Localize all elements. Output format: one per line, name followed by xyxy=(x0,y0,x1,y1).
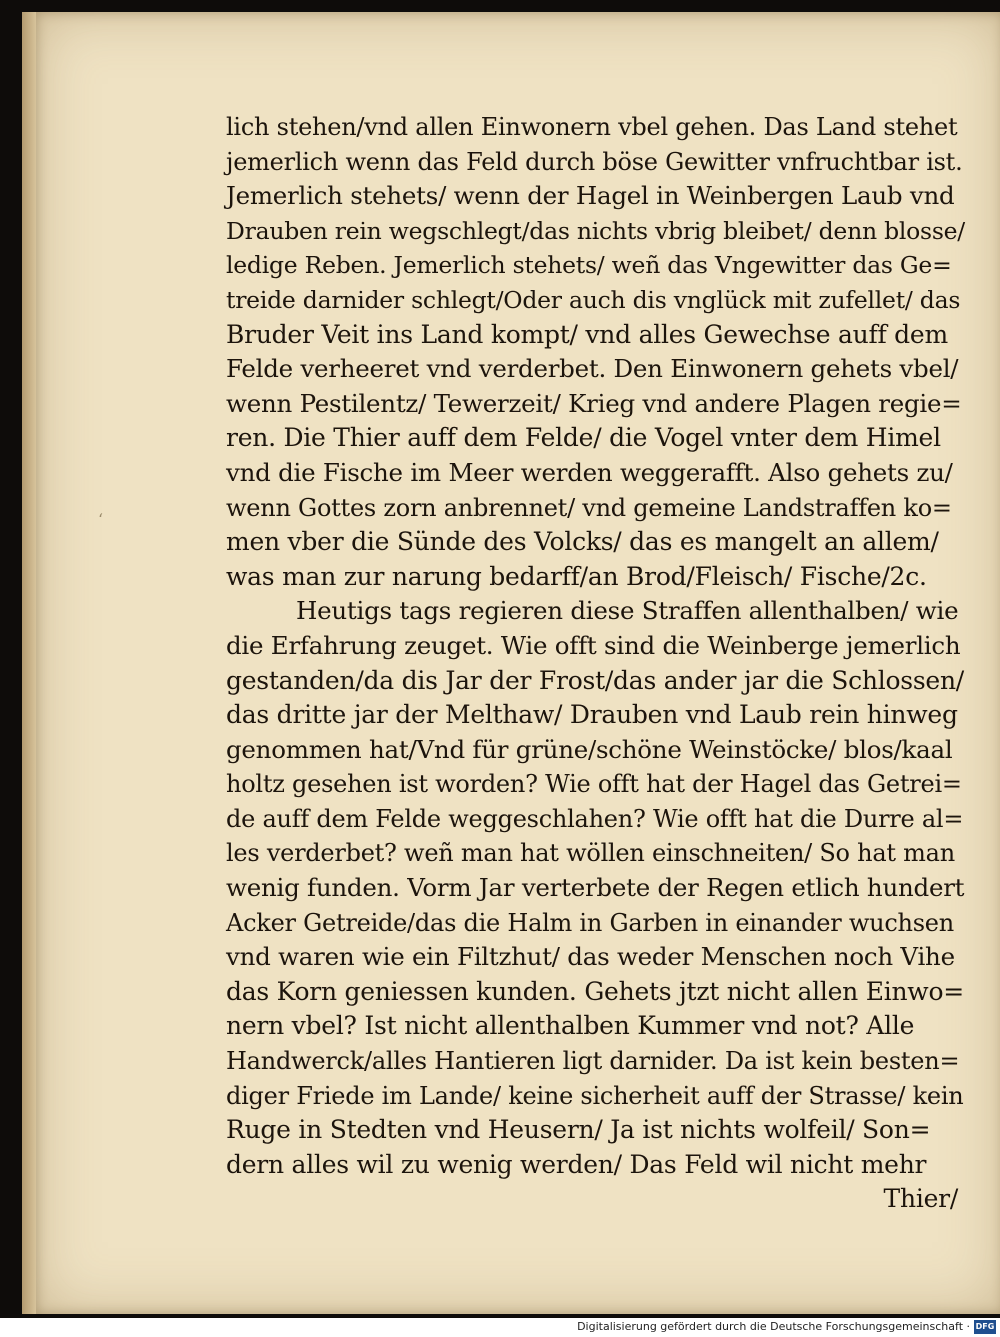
text-line: ledige Reben. Jemerlich stehets/ weñ das Vngewitter das Ge= xyxy=(226,251,952,280)
text-line: das Korn geniessen kunden. Gehets jtzt nicht allen Einwo= xyxy=(226,976,964,1006)
text-line: les verderbet? weñ man hat wöllen einschneiten/ So hat man xyxy=(226,839,955,868)
text-line: men vber die Sünde des Volcks/ das es mangelt an allem/ xyxy=(226,527,939,557)
text-line: jemerlich wenn das Feld durch böse Gewitter vnfruchtbar ist. xyxy=(226,147,963,176)
paragraph-start-line: Heutigs tags regieren diese Straffen allenthalben/ wie xyxy=(296,596,959,626)
text-line: das dritte jar der Melthaw/ Drauben vnd Laub rein hinweg xyxy=(226,700,958,730)
text-line: die Erfahrung zeuget. Wie offt sind die Weinberge jemerlich xyxy=(226,630,961,660)
text-line: dern alles wil zu wenig werden/ Das Feld wil nicht mehr xyxy=(226,1149,927,1179)
text-line: Bruder Veit ins Land kompt/ vnd alles Gewechse auff dem xyxy=(226,319,948,349)
text-line: Drauben rein wegschlegt/das nichts vbrig bleibet/ denn blosse/ xyxy=(226,216,965,245)
text-line: Handwerck/alles Hantieren ligt darnider. Da ist kein besten= xyxy=(226,1047,960,1076)
text-line: treide darnider schlegt/Oder auch dis vnglück mit zufellet/ das xyxy=(226,285,961,314)
text-line: nern vbel? Ist nicht allenthalben Kummer vnd not? Alle xyxy=(226,1011,915,1041)
text-line: wenn Pestilentz/ Tewerzeit/ Krieg vnd andere Plagen regie= xyxy=(226,388,962,418)
page-gutter xyxy=(22,12,36,1314)
text-line: lich stehen/vnd allen Einwonern vbel gehen. Das Land stehet xyxy=(226,113,958,141)
catchword: Thier/ xyxy=(883,1184,958,1214)
text-line: Felde verheeret vnd verderbet. Den Einwonern gehets vbel/ xyxy=(226,354,959,384)
text-line: wenig funden. Vorm Jar verterbete der Regen etlich hundert xyxy=(226,873,965,903)
text-line: holtz gesehen ist worden? Wie offt hat der Hagel das Getrei= xyxy=(226,770,962,799)
text-line: genommen hat/Vnd für grüne/schöne Weinstöcke/ blos/kaal xyxy=(226,734,953,764)
text-line: de auff dem Felde weggeschlahen? Wie offt hat die Durre al= xyxy=(226,804,964,833)
text-line: wenn Gottes zorn anbrennet/ vnd gemeine Landstraffen ko= xyxy=(226,493,952,522)
text-line: vnd waren wie ein Filtzhut/ das weder Menschen noch Vihe xyxy=(226,942,955,972)
text-line: diger Friede im Lande/ keine sicherheit auff der Strasse/ kein xyxy=(226,1081,964,1110)
page-text xyxy=(226,110,966,1217)
dfg-logo: DFG xyxy=(974,1320,996,1334)
funding-credit: Digitalisierung gefördert durch die Deutsche Forschungsgemeinschaft · xyxy=(577,1320,970,1333)
text-line: gestanden/da dis Jar der Frost/das ander jar die Schlossen/ xyxy=(226,665,964,695)
text-line: was man zur narung bedarff/an Brod/Fleisch/ Fische/2c. xyxy=(226,561,927,591)
footer-bar xyxy=(0,1318,1000,1337)
text-line: Acker Getreide/das die Halm in Garben in einander wuchsen xyxy=(226,908,954,937)
text-line: vnd die Fische im Meer werden weggerafft. Also gehets zu/ xyxy=(226,457,953,487)
paper-mark: ‘ xyxy=(98,510,104,529)
text-line: Ruge in Stedten vnd Heusern/ Ja ist nichts wolfeil/ Son= xyxy=(226,1115,931,1145)
text-line: ren. Die Thier auff dem Felde/ die Vogel vnter dem Himel xyxy=(226,423,941,453)
text-line: Jemerlich stehets/ wenn der Hagel in Weinbergen Laub vnd xyxy=(226,181,955,211)
